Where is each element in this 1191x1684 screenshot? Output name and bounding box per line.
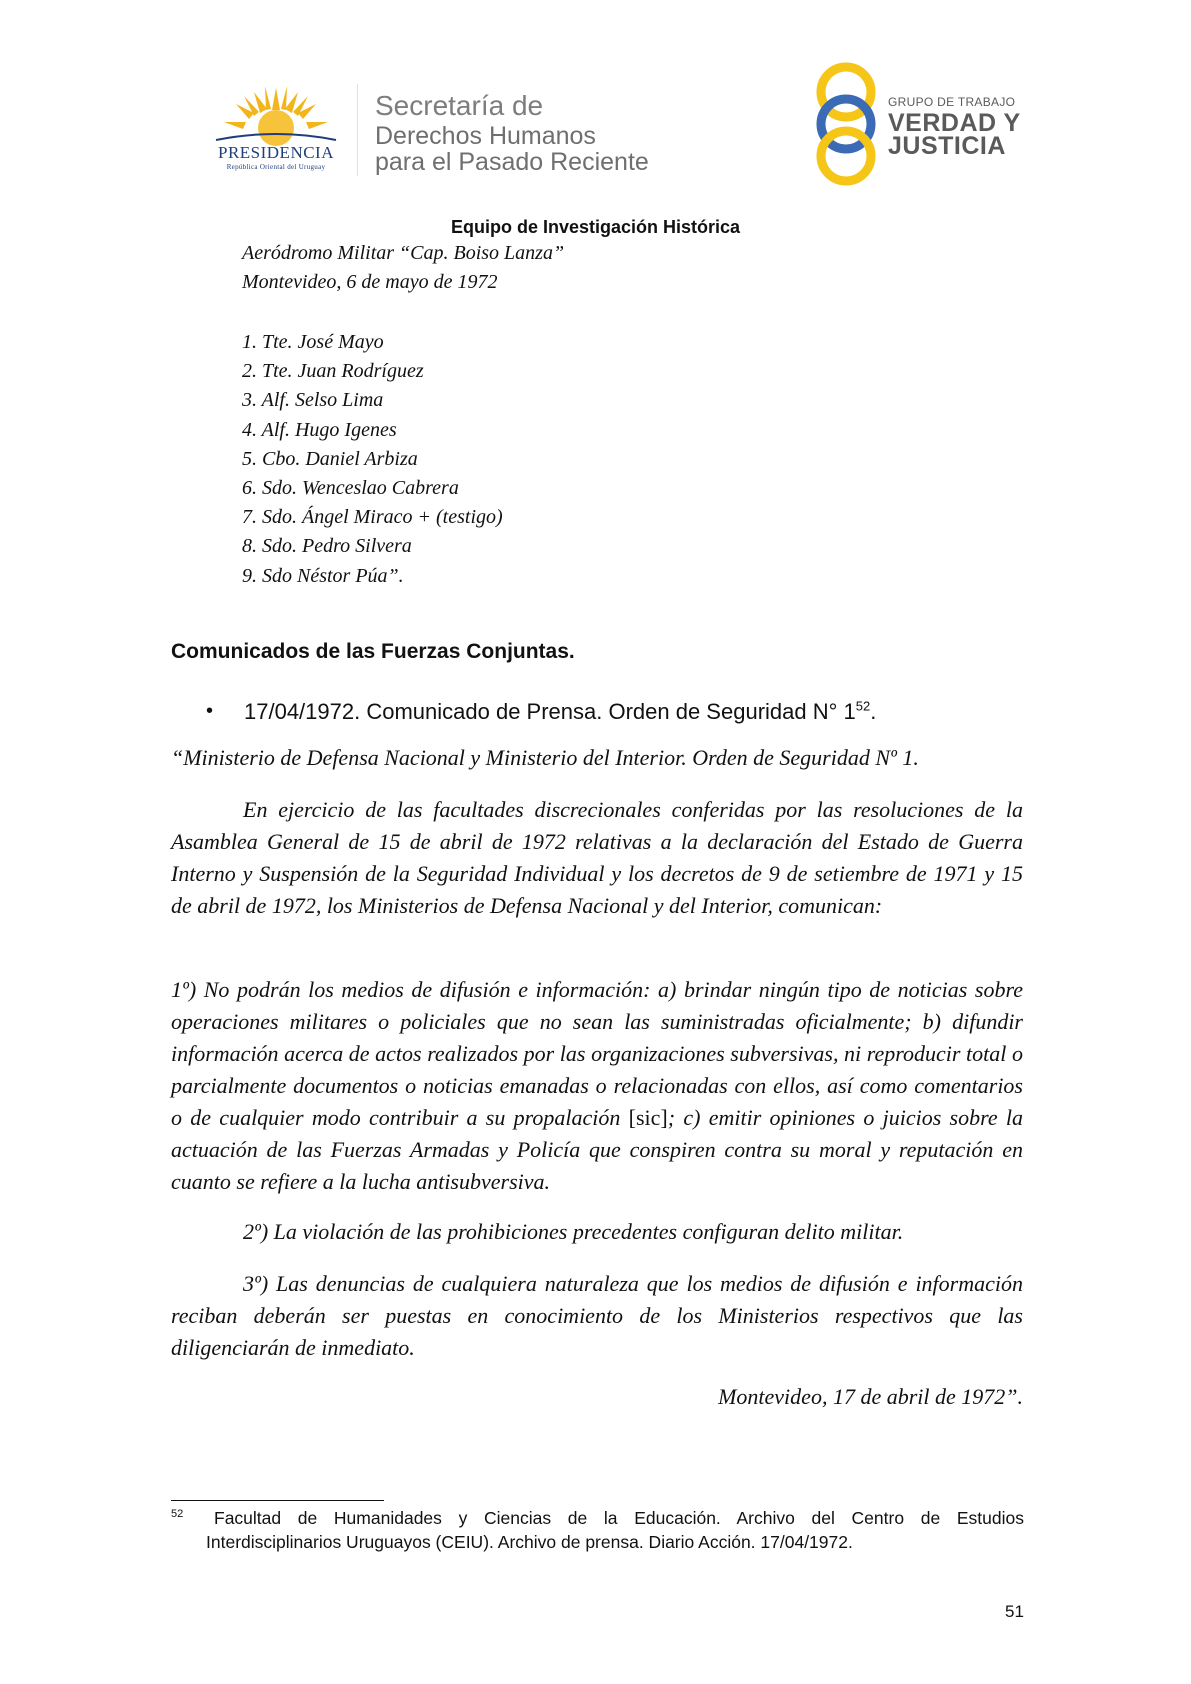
paragraph-2: 2º) La violación de las prohibiciones precedentes configuran delito militar. — [243, 1219, 904, 1244]
equipo-heading: Equipo de Investigación Histórica — [450, 217, 741, 237]
list-item: 1. Tte. José Mayo — [242, 331, 384, 353]
logo-divider — [357, 84, 358, 176]
list-item: 2. Tte. Juan Rodríguez — [242, 360, 424, 383]
section-heading: Comunicados de las Fuerzas Conjuntas. — [171, 640, 575, 663]
paragraph-1 — [171, 974, 1023, 1198]
secretaria-line-2: Derechos Humanos — [375, 122, 596, 150]
list-item: 4. Alf. Hugo Igenes — [242, 418, 397, 441]
footnote-line-2: Interdisciplinarios Uruguayos (CEIU). Archivo de prensa. Diario Acción. 17/04/1972. — [206, 1532, 853, 1552]
list-item: 9. Sdo Néstor Púa”. — [242, 564, 404, 587]
paragraph-3: 3º) Las denuncias de cualquiera naturaleza que los medios de difusión e información reciban deberán ser puestas en conocimiento de los Ministerios respectivos que las diligenciarán de inmediato. — [171, 1271, 1023, 1360]
sic-mark: [sic] — [628, 1105, 668, 1130]
page-number: 51 — [1005, 1602, 1024, 1621]
justicia-label: JUSTICIA — [888, 132, 1006, 160]
bullet-item — [244, 699, 876, 725]
presidencia-label: PRESIDENCIA — [217, 143, 334, 162]
paragraph-1-text-a: 1º) No podrán los medios de difusión e información: a) brindar ningún tipo de noticias sobre operaciones militares o policiales que no sean las suministradas oficialmente; b) difundir información acerca de actos realizados por las organizaciones subversivas, ni reproducir total o parcialmente documentos o noticias emanadas o relacionadas con ellos, así como comentarios o de cualquier modo contribuir a su propalación — [171, 977, 1023, 1130]
aerodromo-line: Aeródromo Militar “Cap. Boiso Lanza” — [242, 242, 565, 264]
verdad-justicia-rings-logo — [810, 62, 882, 186]
footnote-ref[interactable]: 52 — [855, 698, 871, 714]
verdad-label: VERDAD Y — [888, 109, 1021, 137]
bullet-text: 17/04/1972. Comunicado de Prensa. Orden de Seguridad N° 1 — [244, 699, 856, 724]
personnel-list — [242, 328, 503, 591]
footnote-line-1: Facultad de Humanidades y Ciencias de la Educación. Archivo del Centro de Estudios — [214, 1508, 1024, 1528]
list-item: 8. Sdo. Pedro Silvera — [242, 535, 412, 558]
list-item: 5. Cbo. Daniel Arbiza — [242, 447, 418, 470]
paragraph-1-text-b: ; c) emitir opiniones o juicios sobre la actuación de las Fuerzas Armadas y Policía que conspiren contra su moral y reputación en cuanto se refiere a la lucha antisubversiva. — [171, 1105, 1023, 1194]
secretaria-line-3: para el Pasado Reciente — [375, 148, 649, 176]
paragraph-ejercicio: En ejercicio de las facultades discrecionales conferidas por las resoluciones de la Asamblea General de 15 de abril de 1972 relativas a la declaración del Estado de Guerra Interno y Suspensión de la Seguridad Individual y los decretos de 9 de setiembre de 1971 y 15 de abril de 1972, los Ministerios de Defensa Nacional y del Interior, comunican: — [171, 797, 1023, 918]
montevideo-date-line: Montevideo, 6 de mayo de 1972 — [242, 271, 498, 293]
communique-title: “Ministerio de Defensa Nacional y Ministerio del Interior. Orden de Seguridad Nº 1. — [171, 745, 919, 770]
list-item: 6. Sdo. Wenceslao Cabrera — [242, 476, 459, 499]
grupo-trabajo-label: GRUPO DE TRABAJO — [888, 95, 1016, 109]
republica-label: República Oriental del Uruguay — [226, 163, 326, 171]
list-item: 3. Alf. Selso Lima — [242, 389, 384, 412]
list-item: 7. Sdo. Ángel Miraco + (testigo) — [242, 506, 503, 529]
secretaria-line-1: Secretaría de — [375, 90, 544, 121]
footnote-rule — [171, 1500, 384, 1501]
bullet-end: . — [870, 699, 877, 724]
closing-date: Montevideo, 17 de abril de 1972”. — [718, 1384, 1023, 1409]
footnote-text — [206, 1506, 1024, 1554]
footnote-number: 52 — [171, 1508, 184, 1520]
bullet-mark: • — [206, 700, 214, 722]
